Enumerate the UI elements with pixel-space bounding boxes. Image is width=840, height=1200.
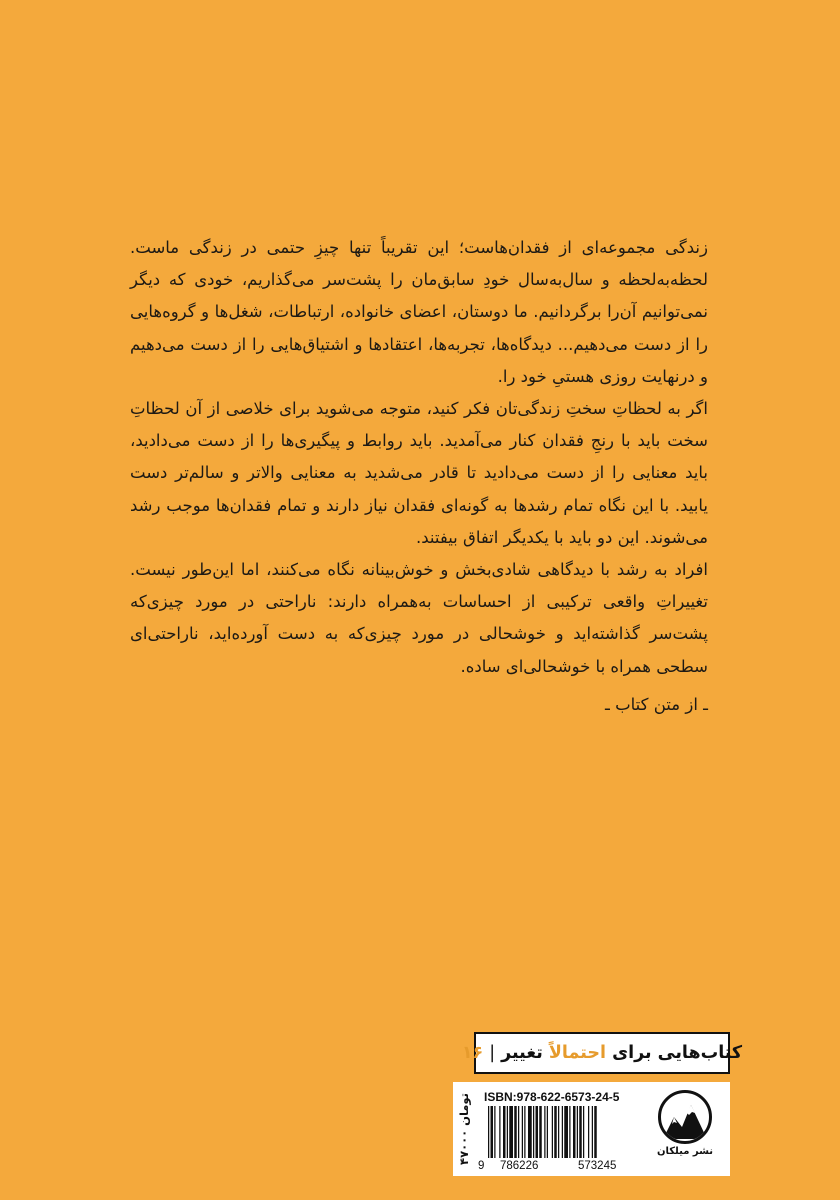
price-label: ۴۷۰۰۰ تومان bbox=[456, 1093, 471, 1165]
barcode-digit-prefix: 9 bbox=[478, 1160, 485, 1172]
series-highlight: احتمالاً bbox=[548, 1043, 606, 1063]
series-prefix: کتاب‌هایی برای bbox=[612, 1043, 743, 1063]
back-cover-text bbox=[130, 232, 708, 721]
series-label bbox=[461, 1032, 743, 1074]
paragraph-2: اگر به لحظاتِ سختِ زندگی‌تان فکر کنید، متوجه می‌شوید برای خلاصی از آن لحظاتِ سخت باید با رنجِ فقدان کنار می‌آمدید. باید روابط و پیگیری‌ها را از دست می‌دادید، باید معنایی را از دست می‌دادید تا قادر می‌شدید به معنایی والاتر و سالم‌تر دست یابید. با این نگاه تمام رشدها به گونه‌ای فقدان نیاز دارند و تمام فقدان‌ها موجب رشد می‌شوند. این دو باید با یکدیگر اتفاق بیفتند. bbox=[130, 399, 708, 547]
mountain-logo-icon bbox=[658, 1090, 712, 1144]
barcode-icon bbox=[482, 1106, 646, 1160]
barcode-digit-group-1: 786226 bbox=[500, 1160, 539, 1172]
price-strip bbox=[453, 1082, 475, 1176]
series-separator: | bbox=[489, 1043, 496, 1063]
barcode-digit-group-2: 573245 bbox=[578, 1160, 617, 1172]
paragraph-1: زندگی مجموعه‌ای از فقدان‌هاست؛ این تقریباً تنها چیزِ حتمی در زندگی ماست. لحظه‌به‌لحظه و سال‌به‌سال خودِ سابق‌مان را پشت‌سر می‌گذاریم، خودی که دیگر نمی‌توانیم آن‌را برگردانیم. ما دوستان، اعضای خانواده، ارتباطات، شغل‌ها و گروه‌هایی را از دست می‌دهیم... دیدگاه‌ها، تجربه‌ها، اعتقادها و اشتیاق‌هایی را از دست می‌دهیم و درنهایت روزی هستیِ خود را. bbox=[130, 238, 708, 386]
series-suffix: تغییر bbox=[501, 1043, 543, 1063]
publisher-logo bbox=[653, 1090, 717, 1174]
isbn-label: ISBN:978-622-6573-24-5 bbox=[484, 1090, 620, 1104]
series-number: ۱۶ bbox=[461, 1043, 484, 1063]
paragraph-3: افراد به رشد با دیدگاهی شادی‌بخش و خوش‌بینانه نگاه می‌کنند، اما این‌طور نیست. تغییراتِ واقعی ترکیبی از احساسات به‌همراه دارند: ناراحتی در مورد چیزی‌که پشت‌سر گذاشته‌اید و خوشحالی در مورد چیزی‌که به دست آورده‌اید، ناراحتی‌ای سطحی همراه با خوشحالی‌ای ساده. bbox=[130, 560, 708, 676]
attribution: ـ از متن کتاب ـ bbox=[605, 694, 708, 714]
publisher-name: نشر میلکان bbox=[656, 1146, 714, 1157]
